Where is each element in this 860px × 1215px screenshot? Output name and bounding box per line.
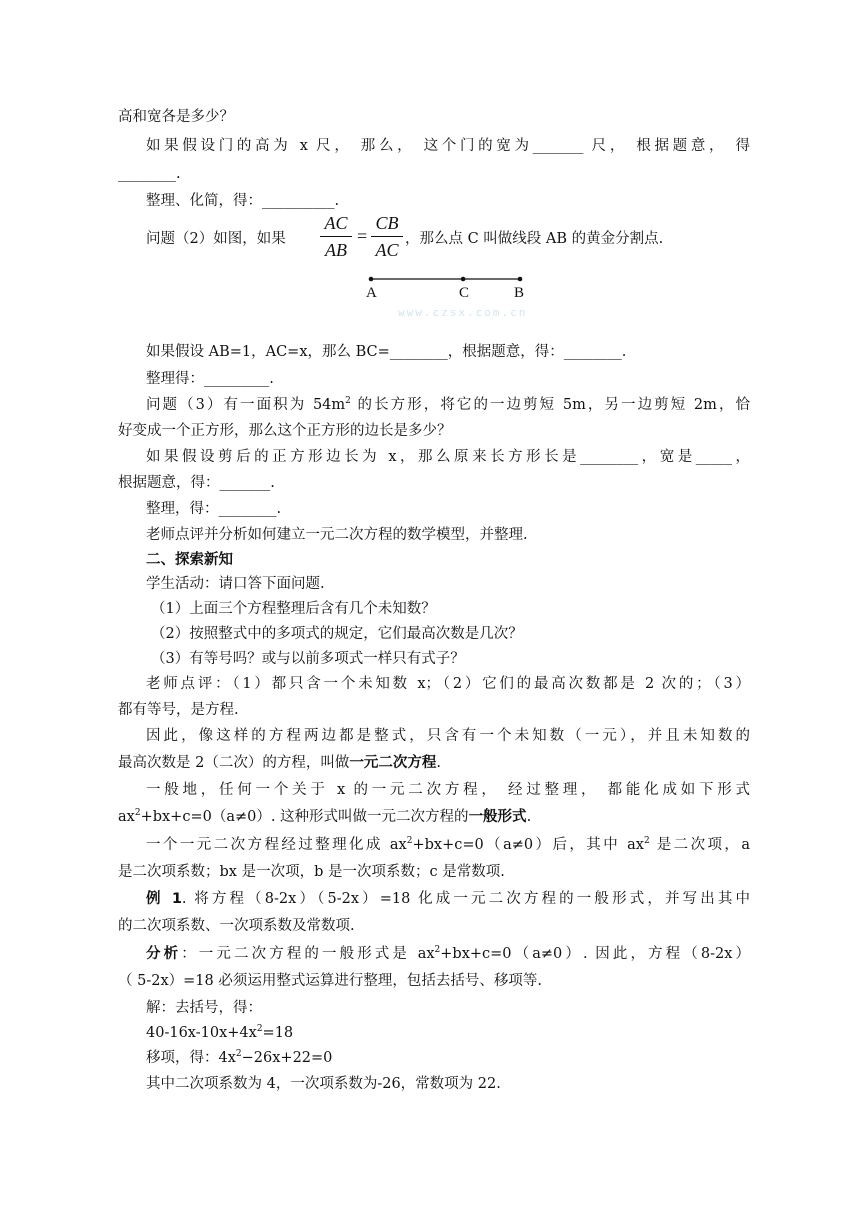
section-heading: 二、探索新知: [146, 552, 233, 568]
point-a: [369, 277, 374, 282]
text-segment: . 将方程（8-2x）（5-2x）=18 化成一元二次方程的一般形式，并写出其中: [181, 891, 750, 907]
superscript: 2: [134, 808, 141, 818]
term-general-form: 一般形式: [468, 809, 527, 825]
fraction-bar: [371, 236, 403, 237]
text-segment: ：一元二次方程的一般形式是 ax: [181, 946, 435, 962]
label-b: B: [514, 285, 525, 301]
watermark-text: www.czsx.com.cn: [398, 306, 528, 319]
text-segment: 问题（3）有一面积为 54m: [146, 397, 346, 413]
example-label: 例 1: [146, 891, 182, 907]
text-line: 好变成一个正方形，那么这个正方形的边长是多少？: [118, 423, 452, 439]
fraction-denominator: AC: [375, 240, 399, 260]
text-line: 学生活动：请口答下面问题.: [146, 576, 325, 592]
point-c: [461, 277, 466, 282]
superscript: 2: [256, 1024, 263, 1034]
text-segment: =18: [262, 1025, 294, 1041]
text-segment: +bx+c=0（a≠0）. 这种形式叫做一元二次方程的: [140, 809, 469, 825]
fraction-bar: [320, 236, 352, 237]
text-segment: 移项，得：4x: [146, 1050, 236, 1066]
question-item: （2）按照整式中的多项式的规定，它们最高次数是几次？: [151, 626, 523, 642]
text-segment: 40-16x-10x+4x: [146, 1025, 257, 1041]
text-segment: 的长方形，将它的一边剪短 5m，另一边剪短 2m，恰: [350, 397, 750, 413]
fraction-numerator: AC: [324, 213, 348, 233]
text-line: 老师点评并分析如何建立一元二次方程的数学模型，并整理.: [146, 527, 528, 543]
text-segment: 一个一元二次方程经过整理化成 ax: [146, 837, 407, 853]
text-line: [118, 752, 750, 774]
label-c: C: [459, 285, 470, 301]
text-line: 的二次项系数、一次项系数及常数项.: [118, 918, 355, 934]
text-line: 如果假设 AB=1，AC=x，那么 BC=________，根据题意，得：________.: [146, 344, 627, 360]
segment-figure: [360, 270, 540, 290]
text-line: [146, 1022, 778, 1044]
text-line: 高和宽各是多少？: [118, 109, 234, 125]
text-line: 是二次项系数；bx 是一次项，b 是一次项系数；c 是常数项.: [118, 864, 505, 880]
text-line: [146, 943, 750, 965]
text-line: 因此，像这样的方程两边都是整式，只含有一个未知数（一元），并且未知数的: [146, 728, 750, 744]
text-segment: +bx+c=0（a≠0）. 因此，方程（8-2x）: [440, 946, 750, 962]
text-line: 都有等号，是方程.: [118, 702, 239, 718]
text-line: 整理得：_________.: [146, 371, 274, 387]
equals-sign: =: [357, 226, 368, 246]
text-line: ，那么点 C 叫做线段 AB 的黄金分割点.: [405, 231, 664, 247]
fraction-ac-ab: [320, 212, 352, 261]
question-item: （3）有等号吗？或与以前多项式一样只有式子？: [151, 651, 465, 667]
question-item: （1）上面三个方程整理后含有几个未知数？: [151, 601, 436, 617]
text-line: 如果假设剪后的正方形边长为 x，那么原来长方形长是________，宽是_____，: [146, 449, 750, 465]
text-line: 老师点评：（1）都只含一个未知数 x；（2）它们的最高次数都是 2 次的；（3）: [146, 676, 750, 692]
text-line: ________.: [118, 166, 181, 182]
text-segment: .: [436, 755, 441, 771]
text-line: 根据题意，得：_______.: [118, 475, 275, 491]
fraction-denominator: AB: [325, 240, 347, 260]
fraction-numerator: CB: [375, 213, 399, 233]
text-line: [146, 834, 750, 856]
text-segment: ax: [118, 809, 135, 825]
text-segment: 是二次项，a: [649, 837, 750, 853]
label-a: A: [366, 285, 377, 301]
text-line: 如果假设门的高为 x 尺， 那么， 这个门的宽为_______ 尺， 根据题意， 得: [146, 138, 750, 154]
text-line: [118, 806, 750, 828]
text-line: 问题（2）如图，如果: [146, 231, 286, 247]
text-line: 其中二次项系数为 4，一次项系数为-26，常数项为 22.: [146, 1076, 501, 1092]
fraction-cb-ac: [371, 212, 403, 261]
superscript: 2: [643, 836, 650, 846]
superscript: 2: [434, 945, 441, 955]
term-quadratic-equation: 一元二次方程: [349, 755, 437, 771]
text-line: [146, 1047, 778, 1069]
superscript: 2: [345, 396, 351, 406]
point-b: [518, 277, 523, 282]
text-line: 整理、化简，得：__________.: [146, 193, 340, 209]
text-segment: +bx+c=0（a≠0）后，其中 ax: [412, 837, 644, 853]
text-line: [146, 394, 750, 416]
text-line: 解：去括号，得：: [146, 1000, 262, 1016]
text-segment: .: [526, 809, 532, 825]
text-segment: −26x+22=0: [241, 1050, 333, 1066]
text-line: 一般地，任何一个关于 x 的一元二次方程， 经过整理， 都能化成如下形式: [146, 782, 750, 798]
text-segment: 最高次数是 2（二次）的方程，叫做: [118, 755, 350, 771]
superscript: 2: [406, 836, 413, 846]
text-line: （ 5-2x）=18 必须运用整式运算进行整理，包括去括号、移项等.: [118, 973, 542, 989]
analysis-label: 分析: [146, 946, 182, 962]
superscript: 2: [235, 1049, 242, 1059]
text-line: 整理，得：________.: [146, 501, 282, 517]
text-line: [146, 888, 750, 910]
